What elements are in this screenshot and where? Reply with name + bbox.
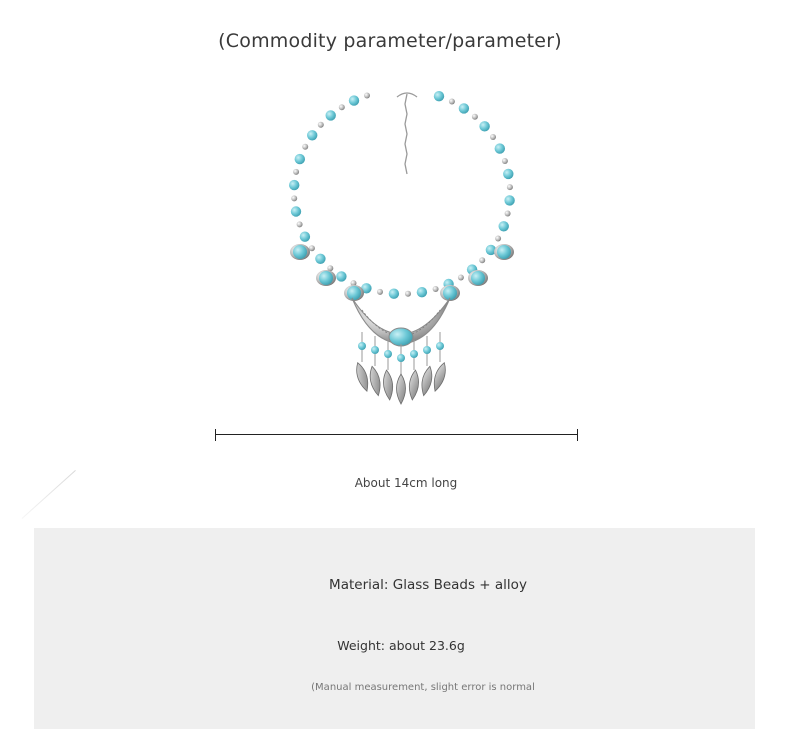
necklace-illustration: [282, 80, 522, 420]
metal-spacer-bead: [364, 93, 370, 99]
tassel-bead: [423, 346, 431, 354]
page-title: (Commodity parameter/parameter): [218, 30, 562, 52]
leaf-charm: [408, 370, 420, 401]
length-label: About 14cm long: [354, 476, 458, 490]
metal-spacer-bead: [291, 195, 297, 201]
turquoise-bead-large: [347, 286, 361, 300]
turquoise-bead: [495, 143, 505, 153]
spec-panel: [34, 528, 755, 729]
product-image: [282, 80, 522, 420]
turquoise-bead: [389, 289, 399, 299]
tassel-bead: [410, 350, 418, 358]
metal-spacer-bead: [507, 184, 513, 190]
turquoise-bead: [315, 254, 325, 264]
turquoise-bead-large: [497, 245, 511, 259]
turquoise-bead-large: [443, 286, 457, 300]
metal-spacer-bead: [377, 289, 383, 295]
measurement-note: (Manual measurement, slight error is normal: [311, 682, 535, 693]
metal-spacer-bead: [502, 158, 508, 164]
turquoise-bead: [459, 103, 469, 113]
material-spec: Material: Glass Beads + alloy: [329, 577, 527, 593]
length-measure-line: [215, 429, 578, 441]
metal-spacer-bead: [293, 169, 299, 175]
metal-spacer-bead: [472, 114, 478, 120]
metal-spacer-bead: [302, 144, 308, 150]
tassel-bead: [371, 346, 379, 354]
turquoise-bead: [336, 271, 346, 281]
metal-spacer-bead: [495, 236, 501, 242]
turquoise-bead: [295, 154, 305, 164]
metal-spacer-bead: [458, 275, 464, 281]
turquoise-bead: [499, 221, 509, 231]
turquoise-bead: [289, 180, 299, 190]
turquoise-bead: [349, 95, 359, 105]
turquoise-bead: [300, 232, 310, 242]
crescent-pendant: [352, 298, 450, 346]
turquoise-bead: [479, 121, 489, 131]
tassel-bead: [436, 342, 444, 350]
leaf-charm: [397, 374, 406, 404]
turquoise-bead: [504, 195, 514, 205]
metal-spacer-bead: [405, 291, 411, 297]
metal-spacer-bead: [309, 245, 315, 251]
metal-spacer-bead: [449, 99, 455, 105]
clasp-chain: [397, 93, 417, 174]
turquoise-bead: [503, 169, 513, 179]
leaf-charm: [368, 365, 383, 396]
turquoise-bead: [291, 206, 301, 216]
metal-spacer-bead: [433, 286, 439, 292]
tassel-bead: [397, 354, 405, 362]
turquoise-bead-large: [319, 271, 333, 285]
metal-spacer-bead: [479, 257, 485, 263]
metal-spacer-bead: [318, 122, 324, 128]
metal-spacer-bead: [505, 211, 511, 217]
turquoise-bead-large: [293, 245, 307, 259]
turquoise-bead: [326, 110, 336, 120]
tassel-bead: [358, 342, 366, 350]
turquoise-bead: [417, 287, 427, 297]
leaf-charm: [382, 370, 394, 401]
metal-spacer-bead: [339, 104, 345, 110]
weight-spec: Weight: about 23.6g: [337, 638, 465, 653]
turquoise-bead: [434, 91, 444, 101]
leaf-charm: [431, 361, 449, 392]
metal-spacer-bead: [490, 134, 496, 140]
metal-spacer-bead: [297, 221, 303, 227]
leaf-charm: [353, 361, 371, 392]
turquoise-bead: [307, 130, 317, 140]
tassel-bead: [384, 350, 392, 358]
leaf-charm: [419, 365, 434, 396]
turquoise-bead-large: [471, 271, 485, 285]
